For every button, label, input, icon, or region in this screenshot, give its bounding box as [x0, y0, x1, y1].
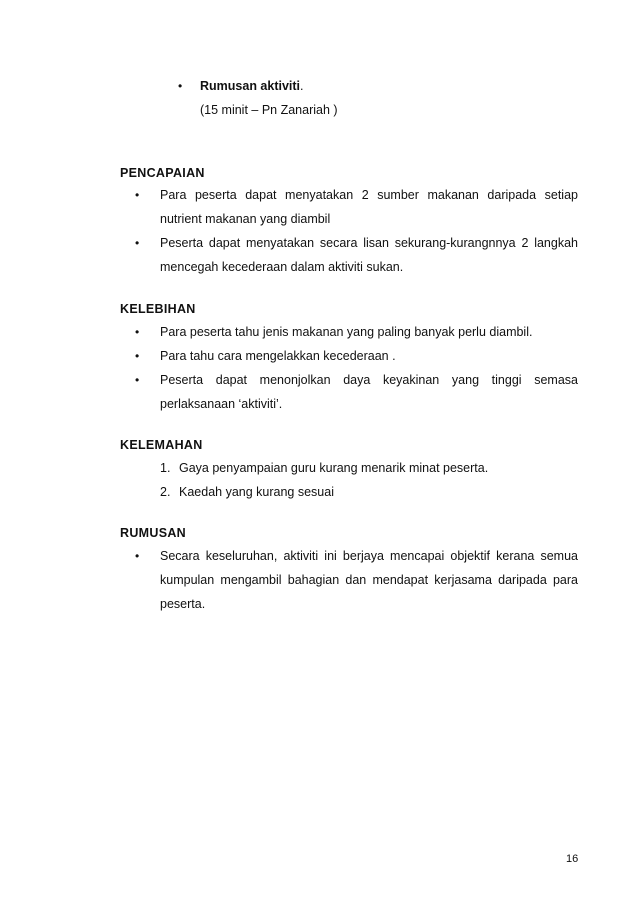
- bullet-icon: •: [135, 549, 140, 563]
- activity-subtitle: (15 minit – Pn Zanariah ): [200, 103, 338, 117]
- kelemahan-item-1-number: 1.: [160, 461, 171, 475]
- rumusan-item-1-line-3: peserta.: [160, 597, 206, 611]
- pencapaian-item-2-line-2: mencegah kecederaan dalam aktiviti sukan.: [160, 260, 404, 274]
- heading-kelemahan: KELEMAHAN: [120, 438, 203, 452]
- bullet-icon: •: [178, 79, 183, 93]
- rumusan-item-1-line-1: Secara keseluruhan, aktiviti ini berjaya mencapai objektif kerana semua: [160, 549, 578, 563]
- activity-title: [200, 80, 304, 93]
- kelemahan-item-2-number: 2.: [160, 485, 171, 499]
- pencapaian-item-1-line-1: Para peserta dapat menyatakan 2 sumber makanan daripada setiap: [160, 188, 578, 202]
- bullet-icon: •: [135, 373, 140, 387]
- kelebihan-item-1: Para peserta tahu jenis makanan yang paling banyak perlu diambil.: [160, 325, 533, 339]
- activity-title-text: Rumusan aktiviti: [200, 79, 301, 93]
- bullet-icon: •: [135, 325, 140, 339]
- bullet-icon: •: [135, 349, 140, 363]
- pencapaian-item-2-line-1: Peserta dapat menyatakan secara lisan sekurang-kurangnnya 2 langkah: [160, 236, 578, 250]
- bullet-icon: •: [135, 188, 140, 202]
- kelemahan-item-1-text: Gaya penyampaian guru kurang menarik minat peserta.: [179, 461, 489, 475]
- pencapaian-item-1-line-2: nutrient makanan yang diambil: [160, 212, 331, 226]
- bullet-icon: •: [135, 236, 140, 250]
- heading-kelebihan: KELEBIHAN: [120, 302, 196, 316]
- heading-pencapaian: PENCAPAIAN: [120, 166, 205, 180]
- heading-rumusan: RUMUSAN: [120, 526, 186, 540]
- kelebihan-item-2: Para tahu cara mengelakkan kecederaan .: [160, 349, 396, 363]
- kelebihan-item-3-line-1: Peserta dapat menonjolkan daya keyakinan yang tinggi semasa: [160, 373, 578, 387]
- activity-title-suffix: .: [300, 79, 304, 93]
- kelebihan-item-3-line-2: perlaksanaan ‘aktiviti’.: [160, 397, 283, 411]
- kelemahan-item-2-text: Kaedah yang kurang sesuai: [179, 485, 334, 499]
- rumusan-item-1-line-2: kumpulan mengambil bahagian dan mendapat kerjasama daripada para: [160, 573, 578, 587]
- page-number: 16: [566, 853, 579, 865]
